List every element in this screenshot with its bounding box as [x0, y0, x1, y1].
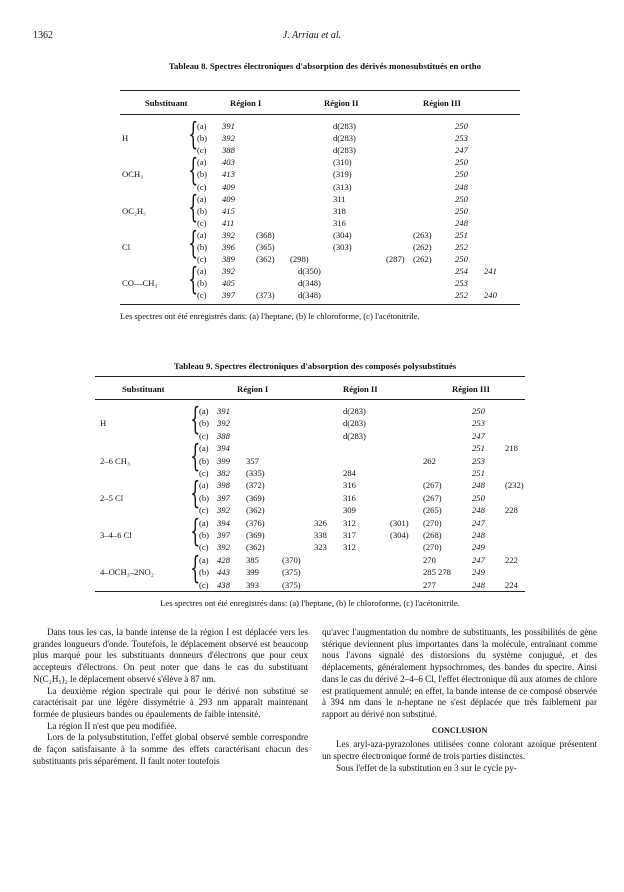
table-cell: (268)	[423, 530, 442, 540]
table-cell: (262)	[413, 254, 432, 265]
table-cell: 250	[455, 169, 468, 180]
table-cell: 411	[222, 217, 235, 228]
body-left-column	[33, 627, 308, 767]
table-cell: (b)	[199, 530, 210, 540]
table-cell: 443	[217, 567, 230, 578]
table-cell: 312	[343, 542, 356, 553]
table-cell: 253	[472, 455, 485, 466]
conclusion-paragraph: Les aryl-aza-pyrazolones utilisées conne colorant azoïque présentent un spectre électronique formé de trois parties distinctes.	[322, 739, 597, 762]
table-cell: 252	[455, 290, 468, 301]
table-cell: 317	[343, 530, 356, 540]
table-cell: d(348)	[298, 290, 321, 301]
table-cell: (c)	[197, 181, 207, 192]
conclusion-heading: CONCLUSION	[431, 725, 488, 735]
table-cell: (b)	[199, 567, 210, 578]
table9-bottom-rule	[95, 591, 525, 592]
table-cell: (375)	[282, 579, 301, 590]
table-cell: 392	[222, 266, 235, 277]
table-cell: 326	[314, 517, 327, 528]
brace-icon: {	[190, 402, 201, 438]
table8-header-region1: Région I	[230, 98, 262, 108]
table-cell: 428	[217, 554, 230, 565]
table-cell: (c)	[197, 217, 207, 228]
table-cell: 251	[455, 229, 468, 240]
table-cell: (a)	[197, 229, 207, 240]
table-cell: 391	[222, 121, 235, 131]
table-cell: 253	[455, 278, 468, 289]
table-cell: 248	[472, 579, 485, 590]
brace-icon: {	[188, 226, 199, 262]
table-cell: 394	[217, 443, 230, 454]
table-cell: (b)	[199, 455, 210, 466]
table-cell: (c)	[199, 430, 209, 441]
table8-caption-label: Tableau 8.	[168, 61, 208, 71]
table-cell: 218	[505, 443, 518, 454]
table-cell: 251	[472, 443, 485, 454]
brace-icon: {	[190, 439, 201, 475]
brace-icon: {	[188, 262, 199, 298]
table-cell: 222	[505, 554, 518, 565]
table-cell: 415	[222, 205, 235, 216]
table-cell: (a)	[197, 193, 207, 204]
table-cell: (365)	[256, 242, 275, 252]
row-substituant: CO—CH₃	[122, 278, 158, 289]
table8-header-region2: Région II	[324, 98, 359, 108]
table-cell: 392	[217, 505, 230, 516]
table-cell: 316	[343, 480, 356, 491]
table-cell: (270)	[423, 542, 442, 553]
table-cell: 357	[246, 455, 259, 466]
table8-top-rule	[120, 90, 520, 91]
table-cell: (310)	[333, 157, 352, 168]
table-cell: 249	[472, 567, 485, 578]
table-cell: (a)	[199, 406, 209, 416]
brace-icon: {	[190, 551, 201, 587]
table-cell: (270)	[423, 517, 442, 528]
table-cell: (c)	[199, 542, 209, 553]
table8-caption	[120, 60, 530, 72]
table-cell: (303)	[333, 242, 352, 252]
table-cell: 409	[222, 181, 235, 192]
row-substituant: 4–OCH₃–2NO₂	[100, 567, 154, 578]
brace-icon: {	[188, 117, 199, 153]
row-substituant: 2–6 CH₃	[100, 455, 130, 466]
table-cell: (a)	[199, 517, 209, 528]
table-cell: (372)	[246, 480, 265, 491]
table-cell: 399	[246, 567, 259, 578]
table-cell: 312	[343, 517, 356, 528]
table-cell: (a)	[197, 121, 207, 131]
table-cell: 309	[343, 505, 356, 516]
table-cell: (b)	[199, 492, 210, 503]
table-cell: (c)	[197, 290, 207, 301]
table-cell: (301)	[390, 517, 409, 528]
table-cell: d(283)	[333, 145, 356, 156]
table8-header-substituant: Substituant	[145, 98, 188, 108]
table-cell: 253	[455, 133, 468, 144]
table-cell: 285 278	[423, 567, 451, 578]
table-cell: d(348)	[298, 278, 321, 289]
table-cell: 247	[455, 145, 468, 156]
table-cell: (a)	[197, 266, 207, 277]
table-cell: (373)	[256, 290, 275, 301]
table-cell: (a)	[199, 554, 209, 565]
table-cell: 250	[455, 193, 468, 204]
row-substituant: 3–4–6 Cl	[100, 530, 132, 540]
table-cell: 316	[333, 217, 346, 228]
table8-note: Les spectres ont été enregistrés dans: (a) l'heptane, (b) le chloroforme, (c) l'acétonitrile.	[120, 311, 420, 321]
left-paragraph: La deuxième région spectrale qui pour le dérivé non substitué se caractérisait par une légère dissymétrie à 293 nm apparaît maintenant formée de plusieurs bandes ou épaulements de faible intensité.	[33, 685, 308, 719]
table-cell: d(283)	[343, 418, 366, 429]
table-cell: d(283)	[333, 133, 356, 144]
table-cell: 396	[222, 242, 235, 252]
table9-caption: Tableau 9. Spectres électroniques d'absorption des composés polysubstitués	[173, 361, 457, 371]
table-cell: 250	[455, 205, 468, 216]
table-cell: (b)	[197, 133, 208, 144]
row-substituant: H	[122, 133, 129, 144]
table-cell: 399	[217, 455, 230, 466]
table9-header-region2: Région II	[343, 384, 378, 394]
table-cell: (287)	[386, 254, 405, 265]
table-cell: (263)	[413, 229, 432, 240]
table-cell: (335)	[246, 468, 265, 478]
table-cell: (c)	[199, 468, 209, 478]
table-cell: 338	[314, 530, 327, 540]
table-cell: 392	[217, 418, 230, 429]
table-cell: 248	[472, 480, 485, 491]
brace-icon: {	[190, 476, 201, 513]
table-cell: (304)	[390, 530, 409, 540]
table-cell: 382	[217, 468, 230, 478]
table-cell: 389	[222, 254, 235, 265]
table-cell: (b)	[199, 418, 210, 429]
brace-icon: {	[190, 513, 201, 550]
table-cell: 248	[472, 505, 485, 516]
row-substituant: Cl	[122, 242, 131, 252]
table8-head-rule	[120, 114, 520, 115]
table-cell: 248	[455, 181, 468, 192]
table-cell: 438	[217, 579, 230, 590]
table-cell: (a)	[197, 157, 207, 168]
left-paragraph: Lors de la polysubstitution, l'effet global observé semble correspondre de façon satisfaisante à la somme des effets caractérisant chacun des substituants pris séparément. Il fault noter toutefois	[33, 732, 308, 766]
conclusion-paragraph: Sous l'effet de la substitution en 3 sur le cycle py-	[336, 762, 517, 773]
table-cell: (232)	[505, 480, 524, 491]
table9-head-rule	[95, 399, 525, 400]
table-cell: 397	[217, 492, 230, 503]
row-substituant: H	[100, 418, 107, 429]
left-paragraph: La région II n'est que peu modifiée.	[47, 720, 177, 731]
table-cell: (c)	[199, 505, 209, 516]
table-cell: 277	[423, 579, 436, 590]
table-cell: (265)	[423, 505, 442, 516]
table9-header-region1: Région I	[237, 384, 269, 394]
table-cell: d(350)	[298, 266, 321, 277]
table-cell: (362)	[246, 542, 265, 553]
table9-top-rule	[95, 376, 525, 377]
table8-caption-text: Spectres électroniques d'absorption des dérivés monosubstitués en ortho	[209, 61, 482, 71]
table-cell: 241	[484, 266, 497, 277]
table-cell: (b)	[197, 278, 208, 289]
table-cell: (304)	[333, 229, 352, 240]
table-cell: (369)	[246, 492, 265, 503]
row-substituant: OC₂H₅	[122, 205, 147, 216]
row-substituant: OCH₃	[122, 169, 144, 180]
table-cell: 405	[222, 278, 235, 289]
table-cell: 251	[472, 468, 485, 478]
table-cell: d(283)	[333, 121, 356, 131]
table9-header-region3: Région III	[452, 384, 490, 394]
table-cell: 250	[472, 406, 485, 416]
table-cell: 247	[472, 517, 485, 528]
table-cell: 253	[472, 418, 485, 429]
table-cell: (376)	[246, 517, 265, 528]
right-paragraph: qu'avec l'augmentation du nombre de substituants, les possibilités de gène stérique deviennent plus importantes dans la molécule, entraînant comme nous l'avons signalé des distorsions du système conjugué, et des déplacements, généralement hypsochromes, des bandes du spectre. Ainsi dans le cas du dérivé 2–4–6 Cl, l'effet électronique dû aux atomes de chlore est pratiquement annulé; en effet, la bande intense de ce composé observée à 394 nm dans le n-heptane ne s'est déplacée que très faiblement par rapport au dérivé non substitué.	[322, 627, 597, 719]
table-cell: (368)	[256, 229, 275, 240]
table-cell: 409	[222, 193, 235, 204]
table-cell: 398	[217, 480, 230, 491]
table8-bottom-rule	[120, 304, 520, 305]
table-cell: 224	[505, 579, 518, 590]
table-cell: 397	[217, 530, 230, 540]
table-cell: 403	[222, 157, 235, 168]
running-title: J. Arriau et al.	[282, 30, 342, 41]
table-cell: (370)	[282, 554, 301, 565]
table-cell: (319)	[333, 169, 352, 180]
body-right-column	[322, 627, 597, 774]
table-cell: 388	[217, 430, 230, 441]
table-cell: 250	[455, 121, 468, 131]
table-cell: 250	[472, 492, 485, 503]
table-cell: 397	[222, 290, 235, 301]
table9-header-substituant: Substituant	[122, 384, 165, 394]
table-cell: (369)	[246, 530, 265, 540]
table-cell: 254	[455, 266, 468, 277]
table-cell: (362)	[256, 254, 275, 265]
brace-icon: {	[188, 189, 199, 226]
table-cell: (c)	[197, 254, 207, 265]
table-cell: 252	[455, 242, 468, 252]
table-cell: (a)	[199, 480, 209, 491]
table-cell: 391	[217, 406, 230, 416]
table-cell: 247	[472, 430, 485, 441]
table-cell: 392	[217, 542, 230, 553]
table-cell: 270	[423, 554, 436, 565]
table-cell: (c)	[199, 579, 209, 590]
table-cell: (375)	[282, 567, 301, 578]
page-number: 1362	[33, 30, 53, 41]
table-cell: d(283)	[343, 430, 366, 441]
table-cell: (b)	[197, 169, 208, 180]
table-cell: 318	[333, 205, 346, 216]
table-cell: (298)	[290, 254, 309, 265]
table-cell: 316	[343, 492, 356, 503]
table-cell: 393	[246, 579, 259, 590]
table-cell: 240	[484, 290, 497, 301]
table-cell: 311	[333, 193, 346, 204]
table-cell: (b)	[197, 242, 208, 252]
table-cell: 247	[472, 554, 485, 565]
table-cell: 323	[314, 542, 327, 553]
table-cell: (b)	[197, 205, 208, 216]
left-paragraph: Dans tous les cas, la bande intense de la région I est déplacée vers les grandes longueurs d'onde. Toutefois, le déplacement observé est beaucoup plus marqué pour les substituants donneurs d'électrons que pour ceux accepteurs d'électrons. On peut noter que dans le cas du substituant N(C₂H₅)₂ le déplacement observé s'élève à 87 nm.	[33, 627, 308, 684]
table-cell: 388	[222, 145, 235, 156]
table-cell: (267)	[423, 492, 442, 503]
row-substituant: 2–5 Cl	[100, 492, 124, 503]
table-cell: 248	[472, 530, 485, 540]
table-cell: 392	[222, 133, 235, 144]
table-cell: 249	[472, 542, 485, 553]
table-cell: 392	[222, 229, 235, 240]
table-cell: 250	[455, 254, 468, 265]
table-cell: (c)	[197, 145, 207, 156]
table-cell: 284	[343, 468, 356, 478]
table-cell: (313)	[333, 181, 352, 192]
table-cell: (262)	[413, 242, 432, 252]
table-cell: (267)	[423, 480, 442, 491]
table-cell: d(283)	[343, 406, 366, 416]
table-cell: 250	[455, 157, 468, 168]
table-cell: (a)	[199, 443, 209, 454]
table-cell: (362)	[246, 505, 265, 516]
table-cell: 413	[222, 169, 235, 180]
table-cell: 262	[423, 455, 436, 466]
brace-icon: {	[188, 153, 199, 189]
table-cell: 228	[505, 505, 518, 516]
table-cell: 394	[217, 517, 230, 528]
table8-header-region3: Région III	[423, 98, 461, 108]
table9-note: Les spectres ont été enregistrés dans: (a) l'heptane, (b) le chloroforme, (c) l'acétonitrile.	[160, 598, 460, 608]
table-cell: 385	[246, 554, 259, 565]
table-cell: 248	[455, 217, 468, 228]
